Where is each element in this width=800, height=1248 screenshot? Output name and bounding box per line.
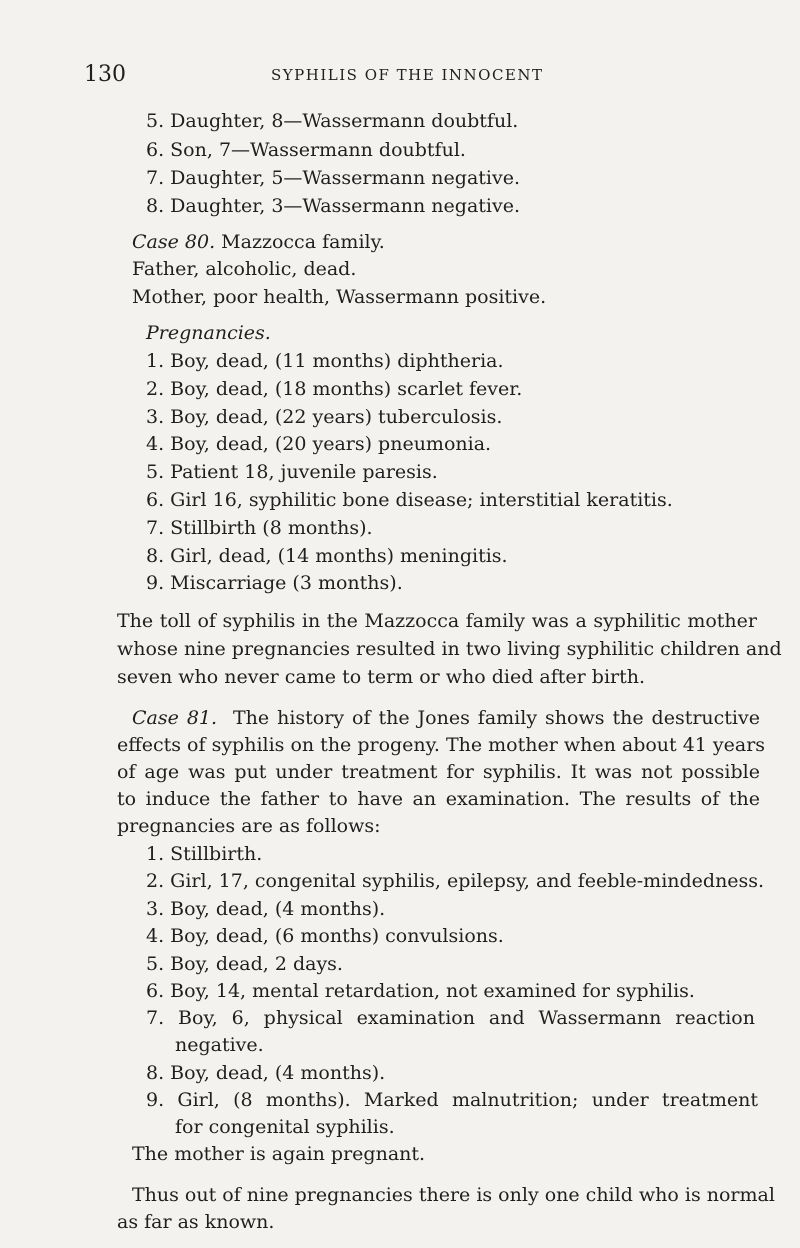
list-item: 7. Daughter, 5—Wassermann negative. [146,167,520,189]
running-title: SYPHILIS OF THE INNOCENT [271,66,544,84]
list-item: 8. Girl, dead, (14 months) meningitis. [146,545,508,567]
list-item: 4. Boy, dead, (20 years) pneumonia. [146,433,492,455]
intro-line: of age was put under treatment for syphilis. It was not possible [117,761,760,783]
list-item: 8. Daughter, 3—Wassermann negative. [146,195,520,217]
list-item: 8. Boy, dead, (4 months). [146,1062,386,1084]
case-label: Case 81. [132,707,218,729]
list-item: 4. Boy, dead, (6 months) convulsions. [146,925,504,947]
list-item: 5. Patient 18, juvenile paresis. [146,461,438,483]
list-item: 6. Son, 7—Wassermann doubtful. [146,139,466,161]
list-item: 2. Boy, dead, (18 months) scarlet fever. [146,378,523,400]
conclusion-line: as far as known. [117,1211,275,1233]
list-item: 3. Boy, dead, (4 months). [146,898,386,920]
list-item: 6. Girl 16, syphilitic bone disease; interstitial keratitis. [146,489,673,511]
list-item: 5. Boy, dead, 2 days. [146,953,343,975]
case-81-first-line [132,705,760,731]
pregnancies-heading: Pregnancies. [146,322,271,344]
list-item: 9. Girl, (8 months). Marked malnutrition; under treatment [146,1089,758,1111]
list-item-continuation: negative. [175,1034,264,1056]
page-number: 130 [84,62,126,87]
list-item: 1. Boy, dead, (11 months) diphtheria. [146,350,504,372]
intro-line: pregnancies are as follows: [117,815,381,837]
summary-line: The toll of syphilis in the Mazzocca family was a syphilitic mother [117,610,757,632]
father-line: Father, alcoholic, dead. [132,258,357,280]
list-item: 3. Boy, dead, (22 years) tuberculosis. [146,406,503,428]
list-item: 7. Stillbirth (8 months). [146,517,373,539]
case-label: Case 80. [132,231,216,253]
mother-line: Mother, poor health, Wassermann positive. [132,286,547,308]
family-name: Mazzocca family. [221,231,385,253]
case-80-heading [132,229,385,255]
intro-line: to induce the father to have an examination. The results of the [117,788,760,810]
list-item: 7. Boy, 6, physical examination and Wassermann reaction [146,1007,755,1029]
list-item: 5. Daughter, 8—Wassermann doubtful. [146,110,519,132]
list-item: 9. Miscarriage (3 months). [146,572,403,594]
intro-line: effects of syphilis on the progeny. The mother when about 41 years [117,734,766,756]
list-item: 6. Boy, 14, mental retardation, not examined for syphilis. [146,980,695,1002]
note-line: The mother is again pregnant. [132,1143,426,1165]
summary-line: whose nine pregnancies resulted in two living syphilitic children and [117,638,782,660]
intro-text: The history of the Jones family shows the destructive [232,707,760,729]
conclusion-line: Thus out of nine pregnancies there is only one child who is normal [132,1184,775,1206]
summary-line: seven who never came to term or who died after birth. [117,666,646,688]
list-item-continuation: for congenital syphilis. [175,1116,395,1138]
list-item: 1. Stillbirth. [146,843,263,865]
list-item: 2. Girl, 17, congenital syphilis, epilepsy, and feeble-mindedness. [146,870,765,892]
